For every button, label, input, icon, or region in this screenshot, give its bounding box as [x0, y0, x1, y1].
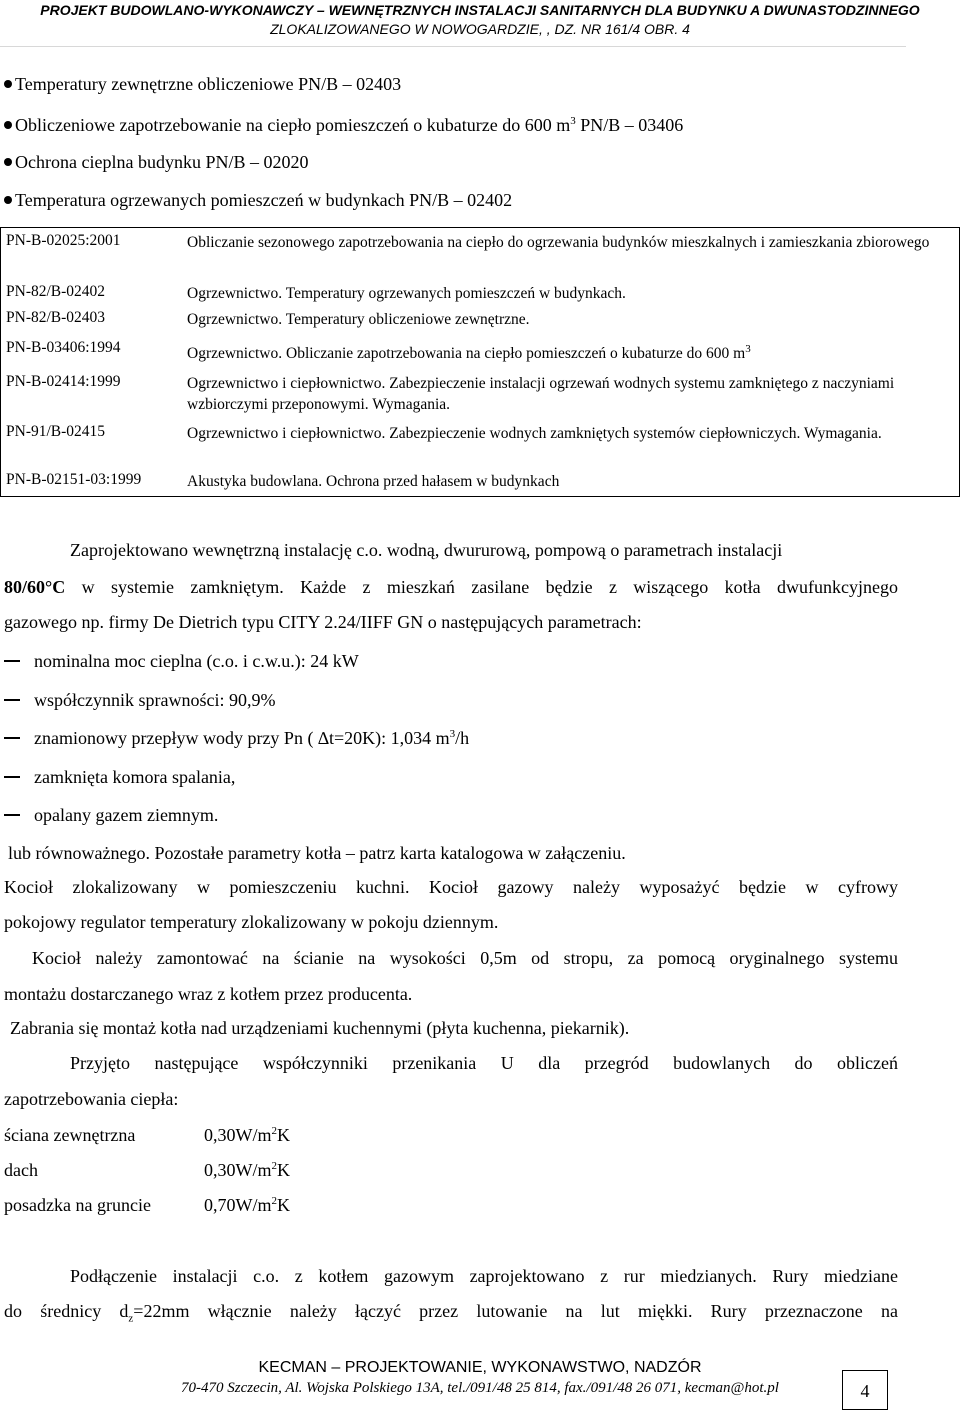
standards-table	[0, 227, 960, 497]
paragraph-line: Przyjęto następujące współczynniki przenikania U dla przegród budowlanych do obliczeń	[70, 1053, 898, 1073]
standard-code: PN-82/B-02402	[6, 283, 106, 300]
standard-code: PN-B-02025:2001	[6, 232, 121, 249]
paragraph-line: Zaprojektowano wewnętrzną instalację c.o. wodną, dwururową, pompową o parametrach instalacji	[70, 540, 783, 560]
list-item: zamknięta komora spalania,	[4, 766, 235, 788]
header-location: ZLOKALIZOWANEGO W NOWOGARDZIE, , DZ. NR 161/4 OBR. 4	[270, 21, 690, 37]
dash-icon	[4, 660, 20, 662]
standard-description: Ogrzewnictwo. Temperatury ogrzewanych pomieszczeń w budynkach.	[187, 285, 626, 302]
bullet-item: Temperatura ogrzewanych pomieszczeń w budynkach PN/B – 02402	[4, 189, 512, 211]
list-item: nominalna moc cieplna (c.o. i c.w.u.): 24 kW	[4, 650, 359, 672]
standard-description: Obliczanie sezonowego zapotrzebowania na ciepło do ogrzewania budynków mieszkalnych i zamieszkania zbiorowego	[187, 234, 930, 251]
standard-description: Ogrzewnictwo. Obliczanie zapotrzebowania na ciepło pomieszczeń o kubaturze do 600 $m^3$	[187, 342, 751, 362]
paragraph-line: montażu dostarczanego wraz z kotłem przez producenta.	[4, 984, 413, 1004]
bullet-dot-icon	[4, 80, 12, 88]
dash-icon	[4, 699, 20, 701]
standard-description: Ogrzewnictwo. Temperatury obliczeniowe zewnętrzne.	[187, 311, 530, 328]
standard-description: Ogrzewnictwo i ciepłownictwo. Zabezpieczenie instalacji ogrzewań wodnych systemu zamkniętego z naczyniami wzbiorczymi przeponowymi. Wymagania.	[187, 375, 895, 413]
u-value-label: ściana zewnętrzna	[4, 1125, 136, 1145]
u-value: $0,70W/m^2K$	[204, 1195, 290, 1215]
list-item: opalany gazem ziemnym.	[4, 804, 218, 826]
bullet-item: Temperatury zewnętrzne obliczeniowe PN/B – 02403	[4, 73, 401, 95]
bullet-item: Ochrona cieplna budynku PN/B – 02020	[4, 151, 308, 173]
dash-icon	[4, 737, 20, 739]
paragraph-line: lub równoważnego. Pozostałe parametry kotła – patrz karta katalogowa w załączeniu.	[8, 843, 626, 863]
footer-address: 70-470 Szczecin, Al. Wojska Polskiego 13A, tel./091/48 25 814, fax./091/48 26 071, kecman@hot.pl	[181, 1380, 779, 1396]
page-number: 4	[842, 1370, 888, 1410]
bullet-dot-icon	[4, 121, 12, 129]
u-value-label: posadzka na gruncie	[4, 1195, 151, 1215]
standard-code: PN-91/B-02415	[6, 423, 106, 440]
paragraph-line: Kocioł należy zamontować na ścianie na wysokości 0,5m od stropu, za pomocą oryginalnego systemu	[32, 948, 898, 968]
bullet-item: Obliczeniowe zapotrzebowanie na ciepło pomieszczeń o kubaturze do 600 $m^3$ PN/B – 03406	[4, 114, 683, 136]
paragraph-line: Podłączenie instalacji c.o. z kotłem gazowym zaprojektowano z rur miedzianych. Rury miedziane	[70, 1266, 898, 1286]
u-value: $0,30W/m^2K$	[204, 1160, 290, 1180]
temperature-parameter: 80/60°C	[4, 577, 66, 597]
footer-company: KECMAN – PROJEKTOWANIE, WYKONAWSTWO, NADZÓR	[258, 1359, 702, 1376]
paragraph-line: do średnicy $d_z=22mm$ włącznie należy łączyć przez lutowanie na lut miękki. Rury przeznaczone na	[4, 1301, 898, 1325]
standard-code: PN-B-02414:1999	[6, 373, 121, 390]
dash-icon	[4, 814, 20, 816]
paragraph-line: pokojowy regulator temperatury zlokalizowany w pokoju dziennym.	[4, 912, 499, 932]
u-value: $0,30W/m^2K$	[204, 1125, 290, 1145]
list-item: znamionowy przepływ wody przy Pn ( ∆t=20K): 1,034 $m^3/h$	[4, 727, 469, 749]
paragraph-line: Zabrania się montaż kotła nad urządzeniami kuchennymi (płyta kuchenna, piekarnik).	[10, 1018, 630, 1038]
standard-code: PN-82/B-02403	[6, 309, 106, 326]
header-title: PROJEKT BUDOWLANO-WYKONAWCZY – WEWNĘTRZNYCH INSTALACJI SANITARNYCH DLA BUDYNKU A DWUNASTODZINNEGO	[40, 2, 920, 18]
dash-icon	[4, 776, 20, 778]
paragraph-line: 80/60°C w systemie zamkniętym. Każde z mieszkań zasilane będzie z wiszącego kotła dwufunkcyjnego	[4, 577, 898, 597]
u-value-label: dach	[4, 1160, 38, 1180]
standard-description: Akustyka budowlana. Ochrona przed hałasem w budynkach	[187, 473, 560, 490]
standard-description: Ogrzewnictwo i ciepłownictwo. Zabezpieczenie wodnych zamkniętych systemów ciepłowniczych. Wymagania.	[187, 425, 882, 442]
standard-code: PN-B-03406:1994	[6, 339, 121, 356]
bullet-dot-icon	[4, 158, 12, 166]
paragraph-line: zapotrzebowania ciepła:	[4, 1089, 179, 1109]
list-item: współczynnik sprawności: 90,9%	[4, 689, 275, 711]
delta-symbol: ∆	[317, 728, 329, 748]
paragraph-line: Kocioł zlokalizowany w pomieszczeniu kuchni. Kocioł gazowy należy wyposażyć będzie w cyfrowy	[4, 877, 898, 897]
paragraph-line: gazowego np. firmy De Dietrich typu CITY 2.24/IIFF GN o następujących parametrach:	[4, 612, 642, 632]
standard-code: PN-B-02151-03:1999	[6, 471, 142, 488]
header-divider	[0, 46, 906, 47]
bullet-dot-icon	[4, 196, 12, 204]
